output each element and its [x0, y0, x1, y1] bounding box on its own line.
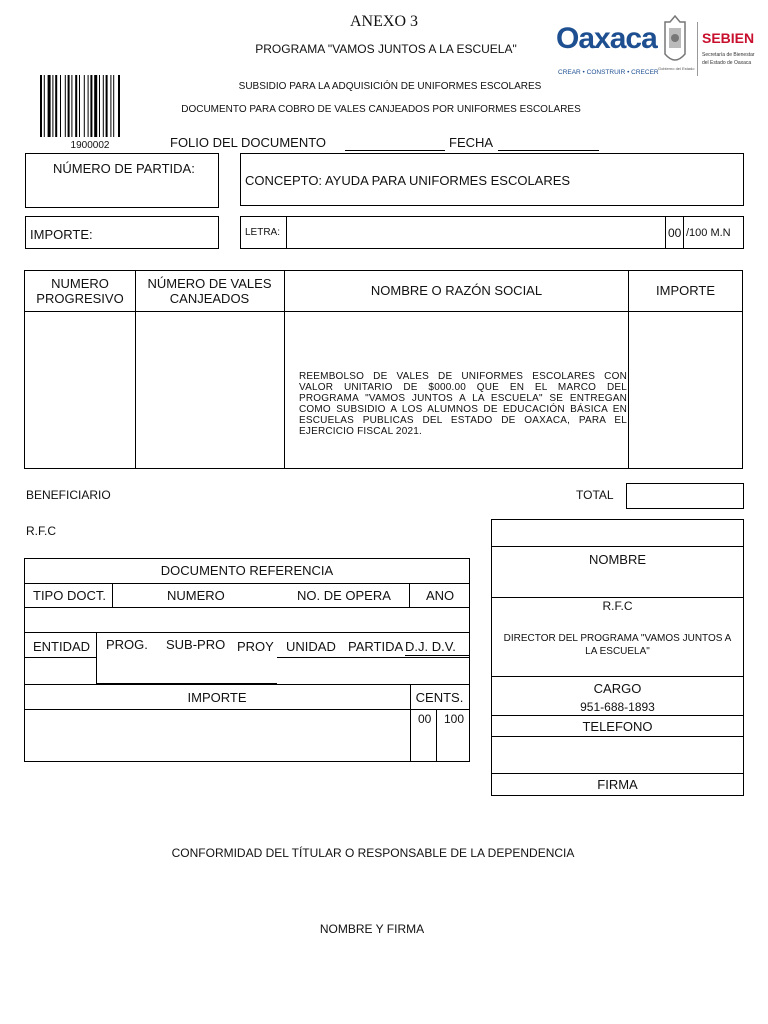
ref-numero: NUMERO [167, 588, 225, 603]
ref-ano: ANO [426, 588, 455, 603]
cents-divider-2 [683, 217, 684, 248]
signer-rfc: R.F.C [602, 599, 633, 613]
oaxaca-logo [556, 22, 659, 84]
barcode [40, 75, 132, 141]
ref-line [25, 583, 469, 584]
ref-line [25, 632, 469, 633]
barcode-number: 1900002 [70, 140, 110, 151]
vouchers-table [24, 270, 743, 469]
ref-proy: PROY [237, 639, 274, 654]
ref-line [25, 684, 469, 685]
folio-field[interactable] [345, 150, 445, 151]
reference-title: DOCUMENTO REFERENCIA [160, 563, 334, 578]
table-header-vales: NÚMERO DE VALES CANJEADOS [147, 276, 272, 306]
signer-firma: FIRMA [597, 777, 638, 792]
letra-currency: /100 M.N [686, 227, 731, 239]
logo-divider [697, 22, 698, 76]
ref-unidad: UNIDAD [286, 639, 336, 654]
ref-col [436, 709, 437, 761]
folio-label: FOLIO DEL DOCUMENTO [170, 135, 327, 150]
nombre-firma-text: NOMBRE Y FIRMA [319, 922, 425, 936]
sebien-sub1: Secretaría de Bienestar [702, 52, 755, 58]
signer-cargo: CARGO [593, 681, 642, 696]
ref-col [409, 583, 410, 607]
ref-cents: CENTS. [415, 690, 464, 705]
ref-partida: PARTIDA [348, 639, 404, 654]
document-purpose-line: DOCUMENTO PARA COBRO DE VALES CANJEADOS POR UNIFORMES ESCOLARES [181, 104, 581, 115]
conformidad-text: CONFORMIDAD DEL TÍTULAR O RESPONSABLE DE LA DEPENDENCIA [171, 846, 575, 860]
ref-entidad: ENTIDAD [33, 639, 91, 654]
signer-box [491, 519, 744, 796]
letra-box[interactable] [240, 216, 744, 249]
ref-prog: PROG. [106, 637, 148, 652]
table-header-line [25, 311, 742, 312]
ref-tipo: TIPO DOCT. [33, 588, 106, 603]
partida-box[interactable] [25, 153, 219, 208]
oaxaca-logo-tagline: CREAR • CONSTRUIR • CRECER [558, 69, 659, 76]
sebien-logo [702, 30, 764, 80]
table-col-line [628, 271, 629, 468]
ref-line [25, 607, 469, 608]
table-header-importe: IMPORTE [656, 283, 715, 298]
ref-col [112, 583, 113, 607]
ref-no-opera: NO. DE OPERA [297, 588, 391, 603]
table-col-line [135, 271, 136, 468]
total-label: TOTAL [576, 488, 614, 502]
sebien-sub2: del Estado de Oaxaca [702, 60, 752, 66]
ref-subpro: SUB-PRO [166, 637, 226, 652]
ref-col [96, 632, 97, 684]
ref-cents-val1: 00 [418, 712, 432, 726]
letra-divider [286, 217, 287, 248]
table-col-line [284, 271, 285, 468]
signer-phone: 951-688-1893 [580, 700, 655, 714]
signer-role: DIRECTOR DEL PROGRAMA "VAMOS JUNTOS A LA ESCUELA" [503, 633, 732, 657]
concepto-box [240, 153, 744, 206]
signer-line [492, 676, 743, 677]
gobierno-text: Gobierno del Estado [658, 66, 695, 71]
coat-of-arms-icon [658, 14, 695, 74]
ref-djdv: D.J. D.V. [405, 639, 456, 654]
signer-line [492, 736, 743, 737]
table-header-nombre: NOMBRE O RAZÓN SOCIAL [370, 283, 543, 298]
reference-box [24, 558, 470, 762]
ref-line [405, 655, 469, 656]
sebien-logo-text: SEBIEN [702, 30, 755, 46]
signer-line [492, 715, 743, 716]
ref-line [25, 657, 96, 658]
concepto-text: CONCEPTO: AYUDA PARA UNIFORMES ESCOLARES [245, 173, 571, 188]
importe-box[interactable] [25, 216, 219, 249]
oaxaca-logo-text: Oaxaca [556, 22, 657, 55]
total-field[interactable] [626, 483, 744, 509]
signer-telefono: TELEFONO [582, 719, 653, 734]
program-title: PROGRAMA "VAMOS JUNTOS A LA ESCUELA" [255, 42, 517, 56]
rfc-label: R.F.C [26, 524, 56, 538]
ref-line [277, 657, 469, 658]
signer-nombre: NOMBRE [588, 552, 647, 567]
ref-line [25, 709, 469, 710]
beneficiario-label: BENEFICIARIO [26, 488, 111, 502]
importe-label: IMPORTE: [30, 227, 93, 242]
cents-divider [665, 217, 666, 248]
signer-line [492, 597, 743, 598]
table-description: REEMBOLSO DE VALES DE UNIFORMES ESCOLARES CON VALOR UNITARIO DE $000.00 QUE EN EL MARCO DEL PROGRAMA "VAMOS JUNTOS A LA ESCUELA" SE ENTREGAN COMO SUBSIDIO A LOS ALUMNOS DE EDUCACIÓN BÁSICA EN ESCUELAS PUBLICAS DEL ESTADO DE OAXACA, PARA EL EJERCICIO FISCAL 2021. [299, 371, 627, 437]
signer-line [492, 773, 743, 774]
fecha-label: FECHA [449, 135, 494, 150]
table-header-progresivo: NUMERO PROGRESIVO [36, 276, 124, 306]
letra-label: LETRA: [245, 227, 281, 238]
signer-line [492, 546, 743, 547]
partida-label: NÚMERO DE PARTIDA: [53, 161, 195, 176]
subsidy-line: SUBSIDIO PARA LA ADQUISICIÓN DE UNIFORMES ESCOLARES [238, 81, 542, 92]
letra-cents: 00 [668, 226, 682, 240]
fecha-field[interactable] [498, 150, 599, 151]
ref-importe: IMPORTE [187, 690, 247, 705]
ref-cents-val2: 100 [444, 712, 465, 726]
document-title: ANEXO 3 [350, 13, 418, 30]
